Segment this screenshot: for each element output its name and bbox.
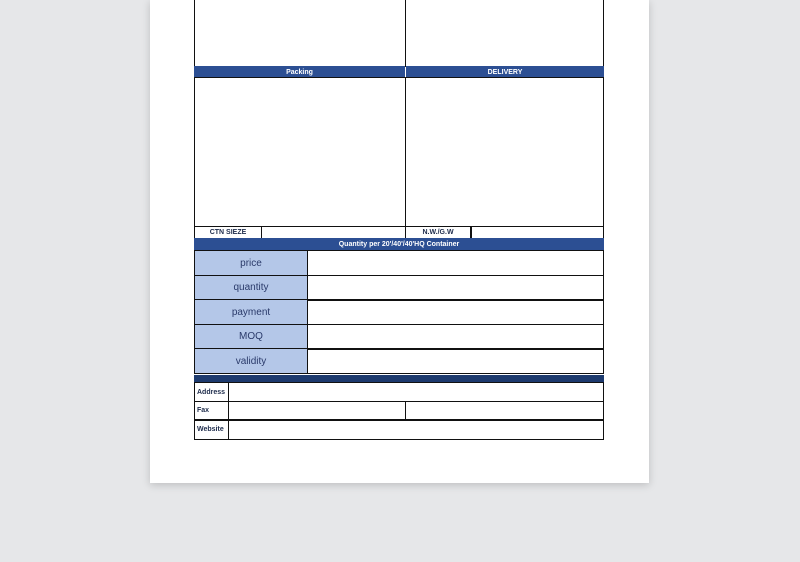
nw-gw-value bbox=[470, 226, 604, 239]
term-label-moq: MOQ bbox=[194, 324, 308, 350]
delivery-header: DELIVERY bbox=[406, 66, 604, 78]
fax-value-1 bbox=[228, 401, 407, 421]
address-value bbox=[228, 382, 605, 402]
document-page bbox=[150, 0, 649, 483]
top-left-box bbox=[194, 0, 406, 67]
packing-box bbox=[194, 77, 406, 227]
ctn-size-value bbox=[261, 226, 407, 239]
fax-value-2 bbox=[405, 401, 605, 421]
term-label-quantity: quantity bbox=[194, 275, 308, 301]
delivery-box bbox=[405, 77, 605, 227]
top-right-box bbox=[405, 0, 605, 67]
term-value-moq bbox=[307, 324, 605, 350]
term-value-price bbox=[307, 250, 605, 276]
fax-label: Fax bbox=[194, 401, 229, 421]
term-label-validity: validity bbox=[194, 348, 308, 374]
term-value-quantity bbox=[307, 275, 605, 301]
term-label-payment: payment bbox=[194, 299, 308, 325]
website-value bbox=[228, 419, 605, 440]
nw-gw-label: N.W./G.W bbox=[405, 226, 472, 239]
quantity-header: Quantity per 20'/40'/40'HQ Container bbox=[194, 238, 604, 250]
term-value-payment bbox=[307, 299, 605, 325]
address-label: Address bbox=[194, 382, 229, 402]
website-label: Website bbox=[194, 419, 229, 440]
term-value-validity bbox=[307, 348, 605, 374]
term-label-price: price bbox=[194, 250, 308, 276]
packing-header: Packing bbox=[194, 66, 405, 78]
ctn-size-label: CTN SIEZE bbox=[194, 226, 262, 239]
